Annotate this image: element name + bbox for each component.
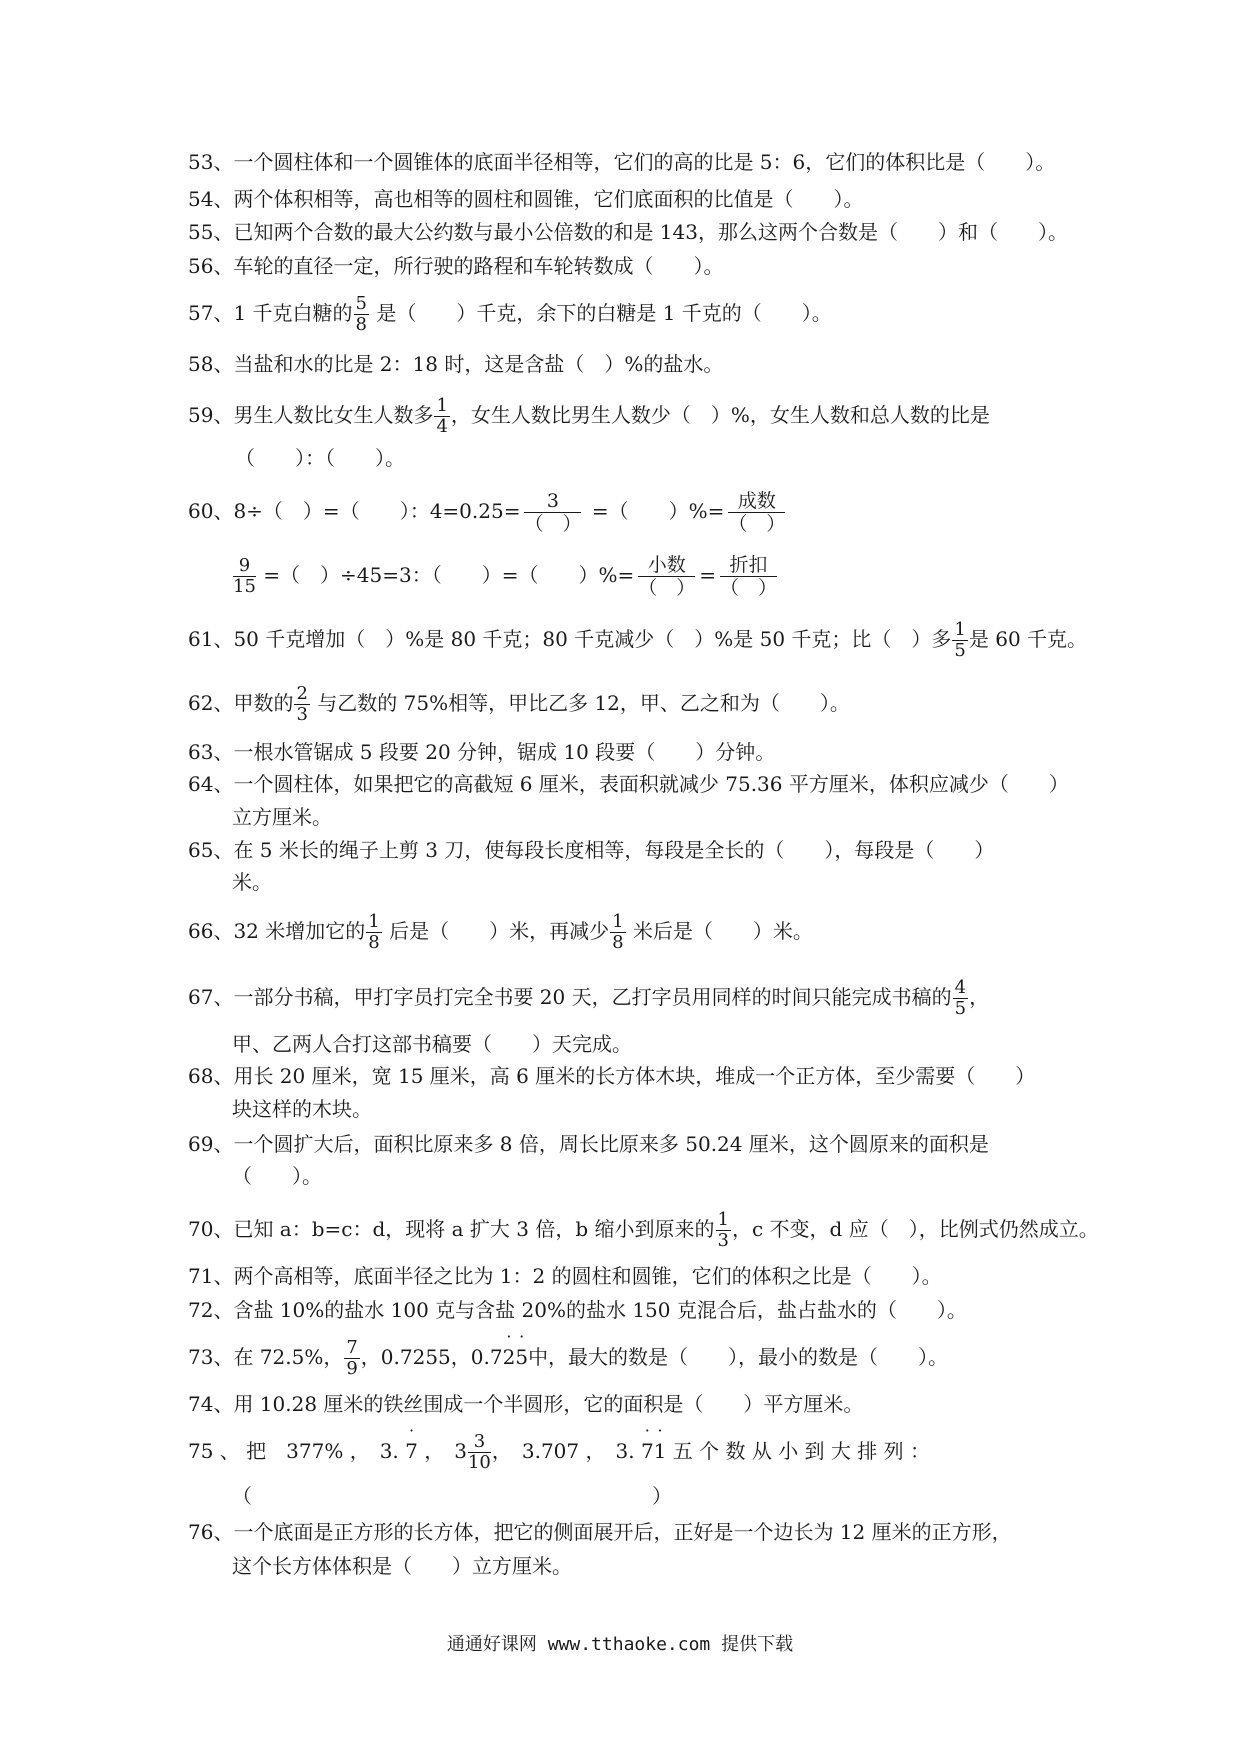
question-68-cont: 块这样的木块。 [232,1097,372,1121]
fraction: $\frac{1}{3}$ [717,1209,729,1251]
question-56: 56、车轮的直径一定，所行驶的路程和车轮转数成（ ）。 [188,254,724,278]
question-60-line1: 60、8÷（ ）=（ ）：4=0.25= 3 （ ） =（ ）%= 成数 （ ） [188,490,786,535]
question-76: 76、一个底面是正方形的长方体，把它的侧面展开后，正好是一个边长为 12 厘米的正方形， [188,1520,1012,1544]
fraction: $\frac{1}{5}$ [954,619,966,661]
fraction: $\frac{1}{8}$ [368,911,380,953]
fraction: $\frac{3}{10}$ [467,1431,491,1473]
question-63: 63、一根水管锯成 5 段要 20 分钟，锯成 10 段要（ ）分钟。 [188,740,776,764]
question-61: 61、50 千克增加（ ）%是 80 千克；80 千克减少（ ）%是 50 千克；比（ ）多 $\frac{1}{5}$ 是 60 千克。 [188,619,1088,661]
question-59-cont: （ ）：（ ）。 [235,446,405,470]
fraction: $\frac{5}{8}$ [355,293,367,335]
question-64-cont: 立方厘米。 [232,805,332,829]
question-67-cont: 甲、乙两人合打这部书稿要（ ）天完成。 [232,1032,632,1056]
question-53: 53、一个圆柱体和一个圆锥体的底面半径相等，它们的高的比是 5：6，它们的体积比是（ ）。 [188,150,1056,174]
question-70: 70、已知 a：b=c：d，现将 a 扩大 3 倍，b 缩小到原来的 $\frac{1}{3}$ ，c 不变，d 应（ ），比例式仍然成立。 [188,1209,1099,1251]
fraction: 小数 （ ） [638,554,696,599]
question-58: 58、当盐和水的比是 2：18 时，这是含盐（ ）%的盐水。 [188,352,724,376]
question-75: 75 、 把 377% ， 3. · 7 ， 3 $\frac{3}{10}$ ， 3.707 ， 3. · 7· 1 五 个 数 从 小 到 大 排 列 ： [188,1432,930,1473]
repeating-digit: · 7 [405,1437,418,1465]
question-71: 71、两个高相等，底面半径之比为 1：2 的圆柱和圆锥，它们的体积之比是（ ）。 [188,1264,942,1288]
repeating-digit: · 1 [654,1437,667,1465]
question-65: 65、在 5 米长的绳子上剪 3 刀，使每段长度相等，每段是全长的（ ），每段是（ ） [188,838,995,862]
question-60-line2: $\frac{9}{15}$ =（ ）÷45=3：（ ）=（ ）%= 小数 （ ） = 折扣 （ ） [233,554,778,599]
fraction: 折扣 （ ） [720,554,778,599]
question-72: 72、含盐 10%的盐水 100 克与含盐 20%的盐水 150 克混合后，盐占盐水的（ ）。 [188,1298,967,1322]
fraction: $\frac{9}{15}$ [233,555,256,597]
question-55: 55、已知两个合数的最大公约数与最小公倍数的和是 143，那么这两个合数是（ ）和（ ）。 [188,220,1068,244]
repeating-digit: · 5 [515,1343,528,1371]
question-69: 69、一个圆扩大后，面积比原来多 8 倍，周长比原来多 50.24 厘米，这个圆原来的面积是 [188,1132,989,1156]
question-65-cont: 米。 [232,870,272,894]
text: 57、1 千克白糖的 [188,301,353,325]
question-73: 73、在 72.5%， $\frac{7}{9}$ ，0.7255，0.7· 2· 5中，最大的数是（ ），最小的数是（ ）。 [188,1338,948,1379]
repeating-digit: · 7 [641,1437,654,1465]
question-62: 62、甲数的 $\frac{2}{3}$ 与乙数的 75%相等，甲比乙多 12，甲、乙之和为（ ）。 [188,683,850,725]
text: 是（ ）千克，余下的白糖是 1 千克的（ ）。 [369,301,832,325]
question-57 [188,294,832,335]
fraction: 3 （ ） [524,490,582,535]
question-59: 59、男生人数比女生人数多 $\frac{1}{4}$ ，女生人数比男生人数少（ ）%，女生人数和总人数的比是 [188,395,990,437]
question-68: 68、用长 20 厘米，宽 15 厘米，高 6 厘米的长方体木块，堆成一个正方体，至少需要（ ） [188,1064,1036,1088]
fraction: $\frac{4}{5}$ [954,977,967,1019]
question-54: 54、两个体积相等，高也相等的圆柱和圆锥，它们底面积的比值是（ ）。 [188,187,864,211]
question-69-cont: （ ）。 [232,1164,322,1188]
repeating-digit: · 2 [503,1343,516,1371]
page-footer: 通通好课网 www.tthaoke.com 提供下载 [446,1634,794,1655]
question-67: 67、一部分书稿，甲打字员打完全书要 20 天，乙打字员用同样的时间只能完成书稿的 $\frac{4}{5}$ ， [188,977,990,1019]
fraction: 成数 （ ） [728,490,786,535]
question-76-cont: 这个长方体体积是（ ）立方厘米。 [232,1554,572,1578]
fraction: $\frac{2}{3}$ [296,683,308,725]
fraction: $\frac{1}{4}$ [436,395,448,437]
question-75-cont: （ ） [232,1484,672,1508]
question-74: 74、用 10.28 厘米的铁丝围成一个半圆形，它的面积是（ ）平方厘米。 [188,1392,864,1416]
question-64: 64、一个圆柱体，如果把它的高截短 6 厘米，表面积就减少 75.36 平方厘米，体积应减少（ ） [188,772,1069,796]
fraction: $\frac{7}{9}$ [346,1337,358,1379]
question-66: 66、32 米增加它的 $\frac{1}{8}$ 后是（ ）米，再减少 $\frac{1}{8}$ 米后是（ ）米。 [188,911,813,953]
fraction: $\frac{1}{8}$ [612,911,624,953]
